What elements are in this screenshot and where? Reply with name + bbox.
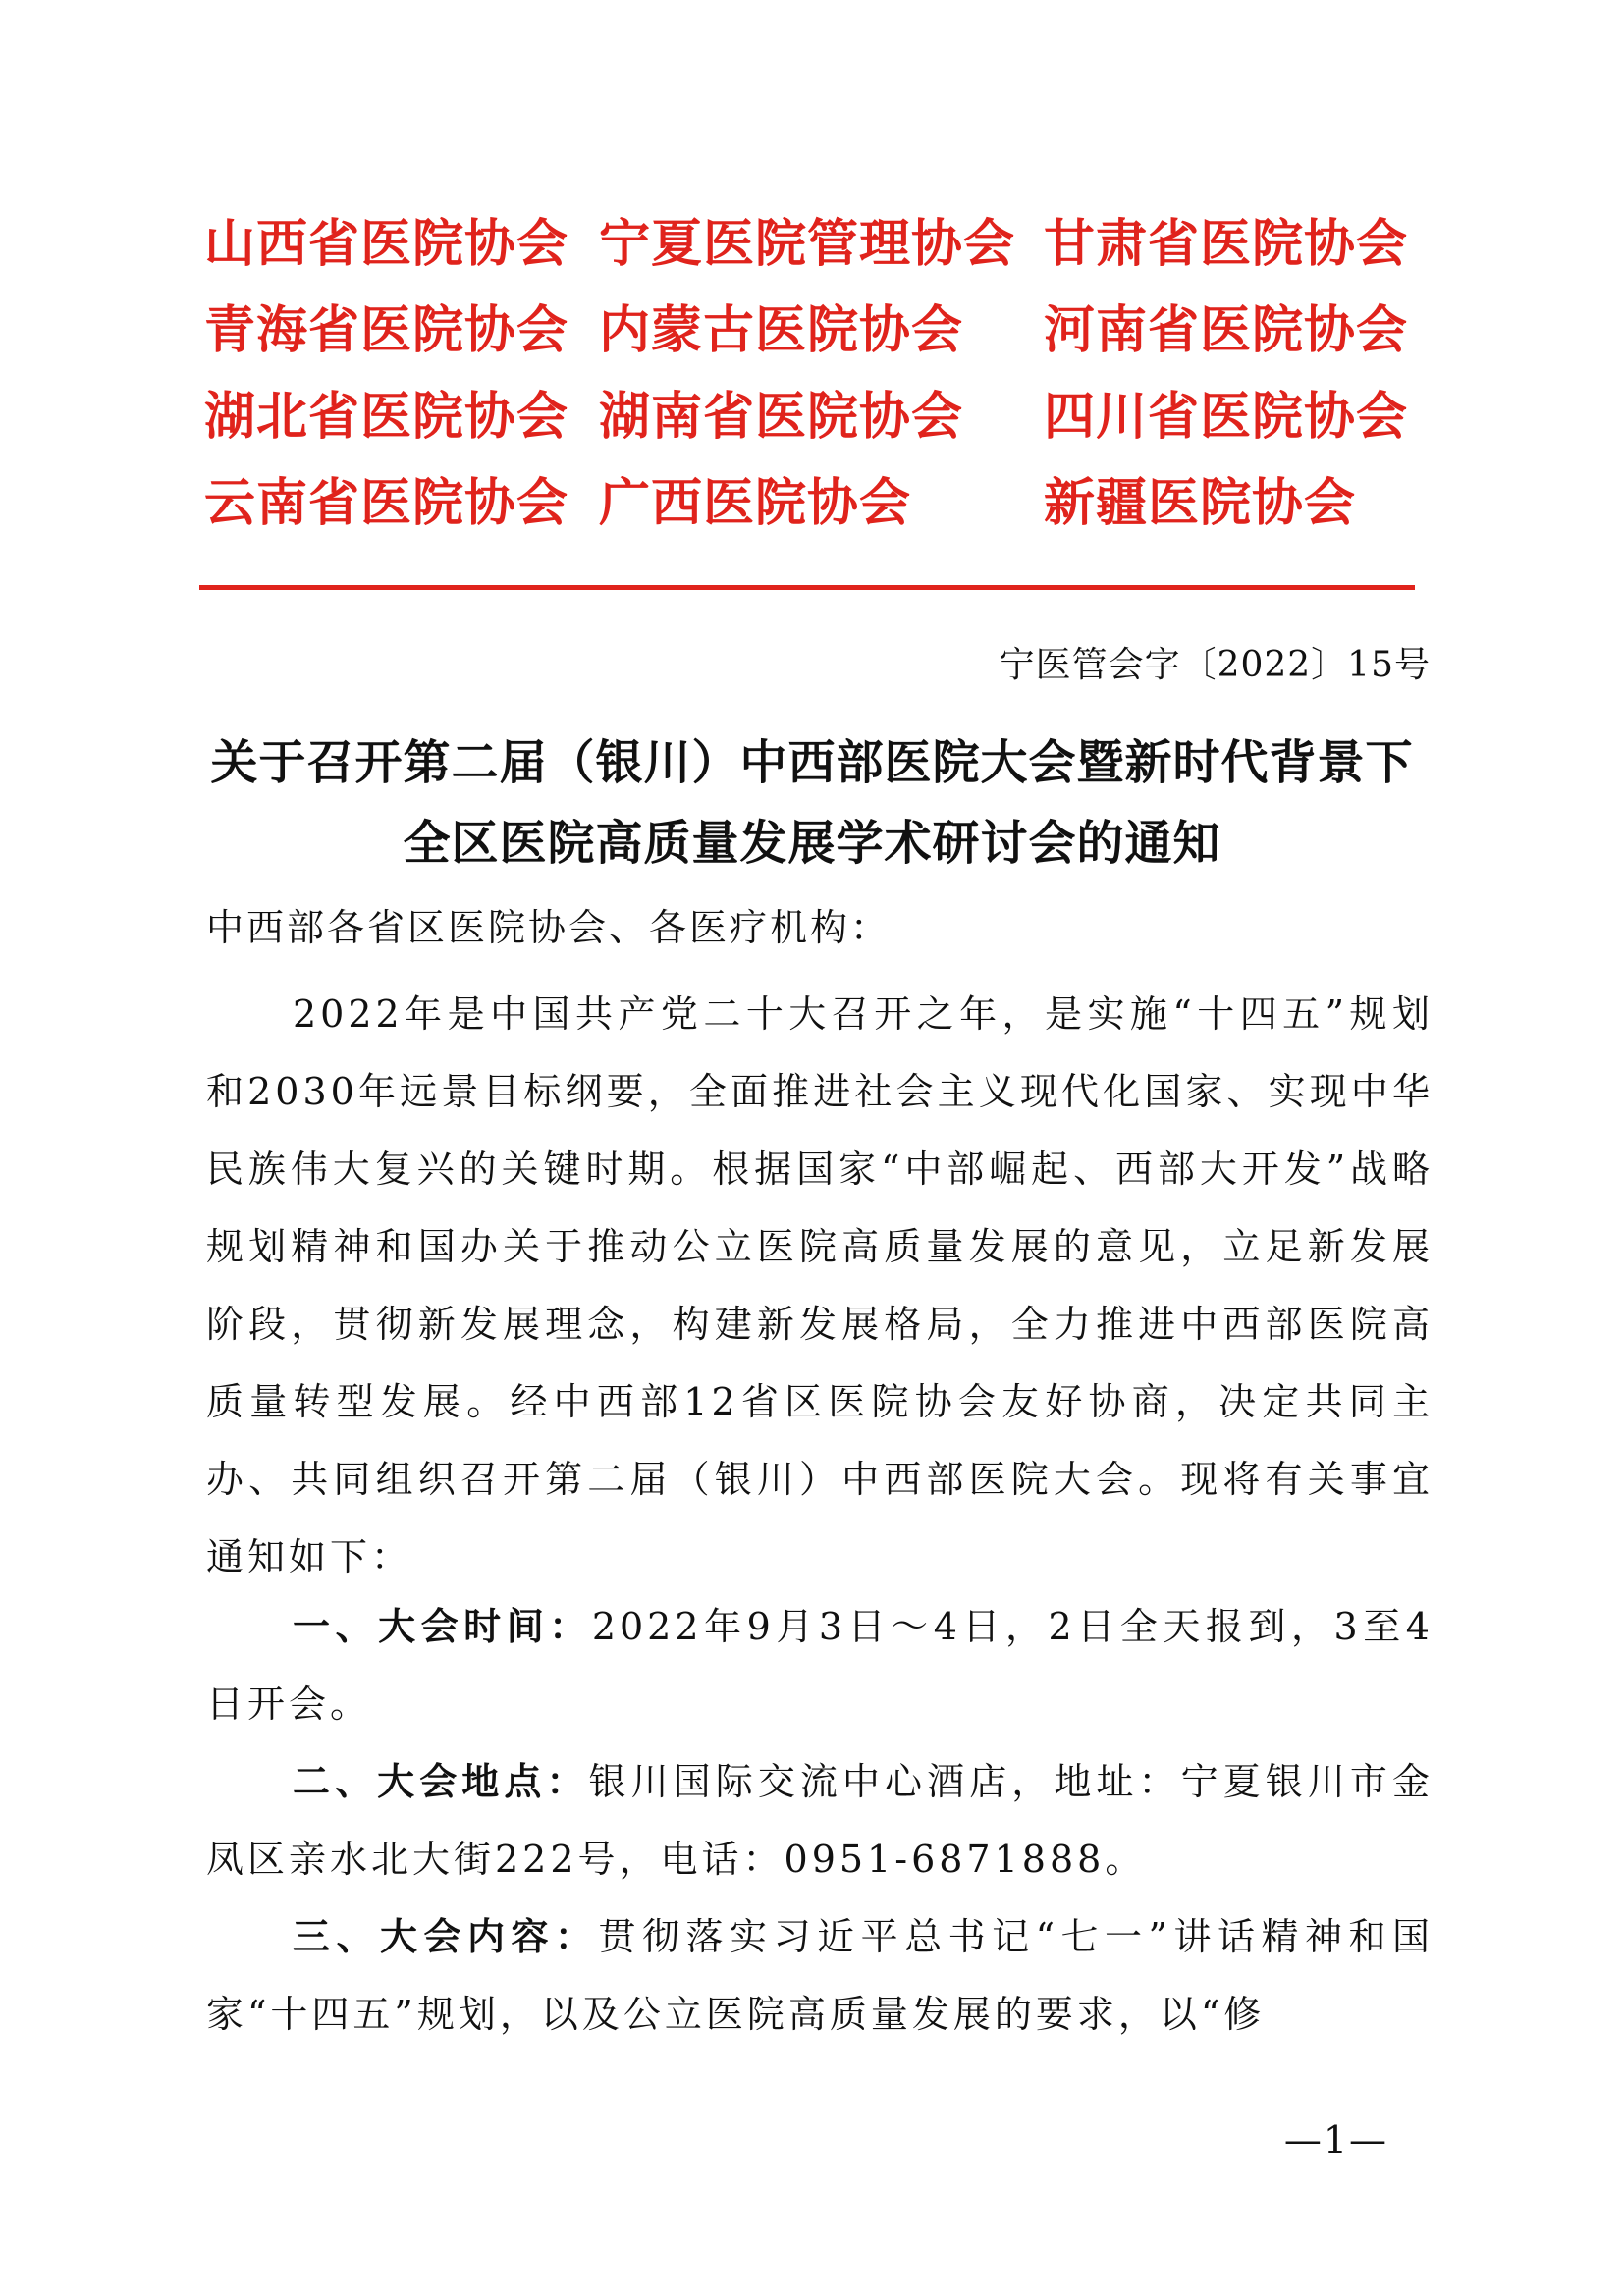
- section-meeting-venue: [206, 1743, 1434, 1898]
- org-name: 云南省医院协会: [204, 474, 569, 533]
- org-name: 内蒙古医院协会: [599, 301, 964, 360]
- red-divider-line: [199, 585, 1415, 590]
- section-text: 2022年9月3日～4日，2日全天报到，3至4日开会。: [206, 1605, 1434, 1726]
- org-name: 河南省医院协会: [1044, 301, 1409, 360]
- org-name: 甘肃省医院协会: [1044, 215, 1409, 274]
- org-name: 新疆医院协会: [1044, 474, 1357, 533]
- document-number: 宁医管会字〔2022〕15号: [999, 645, 1431, 685]
- page-number: —1—: [1283, 2118, 1388, 2162]
- org-name: 宁夏医院管理协会: [599, 215, 1016, 274]
- org-name: 山西省医院协会: [204, 215, 569, 274]
- section-meeting-time: [206, 1588, 1434, 1743]
- org-name: 湖南省医院协会: [599, 388, 964, 447]
- section-text: 贯彻落实习近平总书记“七一”讲话精神和国家“十四五”规划，以及公立医院高质量发展的要求，以“修: [206, 1915, 1434, 2036]
- document-title-line-1: 关于召开第二届（银川）中西部医院大会暨新时代背景下: [210, 735, 1414, 790]
- section-heading: 三、大会内容：: [293, 1915, 599, 1958]
- section-heading: 二、大会地点：: [293, 1760, 589, 1803]
- section-text: 银川国际交流中心酒店，地址：宁夏银川市金凤区亲水北大街222号，电话：0951-6871888。: [206, 1760, 1434, 1881]
- section-heading: 一、大会时间：: [293, 1605, 592, 1648]
- org-name: 四川省医院协会: [1044, 388, 1409, 447]
- document-title-line-2: 全区医院高质量发展学术研讨会的通知: [403, 816, 1221, 871]
- section-meeting-content: [206, 1898, 1434, 2054]
- org-name: 青海省医院协会: [204, 301, 569, 360]
- org-name: 湖北省医院协会: [204, 388, 569, 447]
- org-name: 广西医院协会: [599, 474, 912, 533]
- salutation: 中西部各省区医院协会、各医疗机构：: [206, 906, 892, 949]
- intro-paragraph: 2022年是中国共产党二十大召开之年，是实施“十四五”规划和2030年远景目标纲要，全面推进社会主义现代化国家、实现中华民族伟大复兴的关键时期。根据国家“中部崛起、西部大开发”战略规划精神和国办关于推动公立医院高质量发展的意见，立足新发展阶段，贯彻新发展理念，构建新发展格局，全力推进中西部医院高质量转型发展。经中西部12省区医院协会友好协商，决定共同主办、共同组织召开第二届（银川）中西部医院大会。现将有关事宜通知如下：: [206, 992, 1434, 1578]
